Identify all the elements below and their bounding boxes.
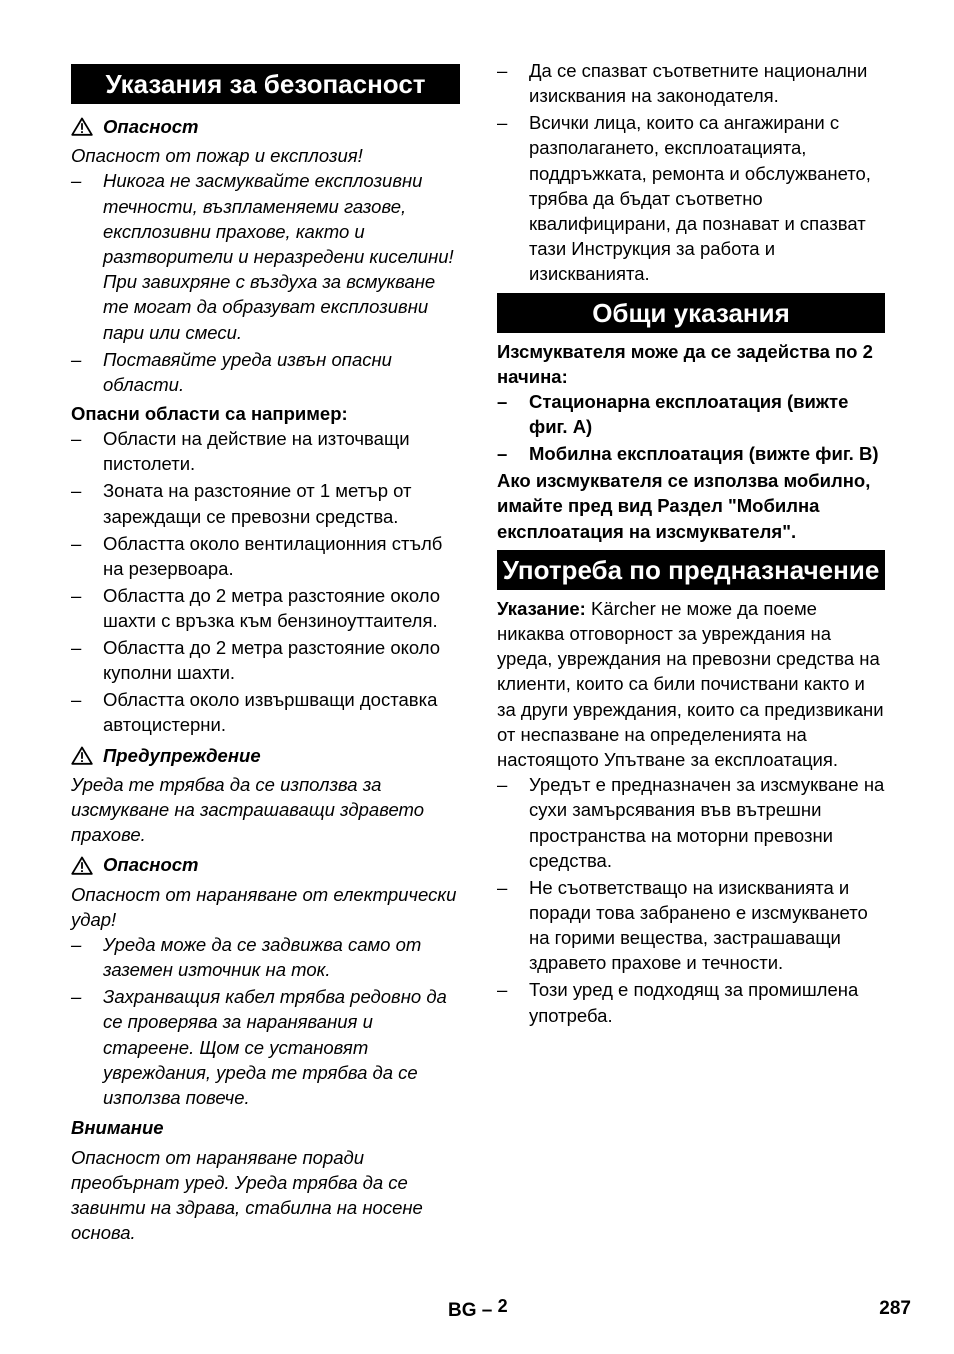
left-column (71, 58, 460, 1245)
list-item: – Захранващия кабел трябва редовно да се проверява за наранявания и стареене. Щом се установят увреждания, уреда те трябва да се използва повече. (71, 984, 460, 1110)
danger-label-2: Опасност (71, 852, 460, 877)
caution-label: Внимание (71, 1117, 164, 1139)
right-column (497, 58, 885, 1030)
hazard-areas-list (71, 426, 460, 737)
list-item: – Поставяйте уреда извън опасни области. (71, 347, 460, 397)
general-note: Ако изсмуквателя се използва мобилно, имайте пред вид Раздел "Мобилна експлоатация на изсмуквателя". (497, 470, 871, 542)
safety-heading: Указания за безопасност (71, 64, 460, 104)
list-item: – Да се спазват съответните национални изисквания на законодателя. (497, 58, 885, 108)
usage-note-text: Kärcher не може да поеме никаква отговорност за увреждания на уреда, увреждания на превозни средства на клиенти, които са били почиствани както и за други увреждания, които са предизвикани от неспазване на определенията на настоящото Упътване за експлоатация. (497, 597, 884, 771)
top-list (497, 58, 885, 287)
list-item: – Този уред е подходящ за промишлена употреба. (497, 977, 885, 1027)
list-item: – Уреда може да се задвижва само от заземен източник на ток. (71, 932, 460, 982)
list-item: – Не съответстващо на изискванията и поради това забранено е изсмукването на горими вещества, застрашаващи здравето прахове и течности. (497, 875, 885, 976)
list-item: – Мобилна експлоатация (вижте фиг. B) (497, 441, 885, 466)
usage-list (497, 772, 885, 1028)
general-heading: Общи указания (497, 293, 885, 333)
list-item: – Областта до 2 метра разстояние около куполни шахти. (71, 635, 460, 685)
hazard-areas-title: Опасни области са например: (71, 403, 348, 425)
list-item: – Областта около извършващи доставка автоцистерни. (71, 687, 460, 737)
list-item: – Зоната на разстояние от 1 метър от зареждащи се превозни средства. (71, 478, 460, 528)
warning-triangle-icon (71, 856, 93, 875)
warning-triangle-icon (71, 746, 93, 765)
general-list (497, 389, 885, 466)
danger-label-1: Опасност (71, 114, 460, 139)
usage-heading: Употреба по предназначение (497, 550, 885, 590)
list-item: – Никога не засмуквайте експлозивни течности, възпламеняеми газове, експлозивни прахове, както и разтворители и неразредени киселини! При завихряне с въздуха за всмукване те могат да образуват експлозивни пари или смеси. (71, 168, 460, 344)
page-number: 287 (879, 1298, 911, 1319)
usage-note-label: Указание: (497, 597, 586, 619)
list-item: – Стационарна експлоатация (вижте фиг. A) (497, 389, 885, 439)
list-item: – Уредът е предназначен за изсмукване на сухи замърсявания във вътрешни пространства на моторни превозни средства. (497, 772, 885, 873)
warning-triangle-icon (71, 117, 93, 136)
list-item: – Областта около вентилационния стълб на резервоара. (71, 531, 460, 581)
usage-note (497, 596, 885, 772)
footer-section-label: BG – $^2$ (448, 1296, 508, 1321)
danger-intro-1: Опасност от пожар и експлозия! (71, 145, 363, 167)
list-item: – Области на действие на източващи пистолети. (71, 426, 460, 476)
general-intro: Изсмуквателя може да се задейства по 2 начина: (497, 340, 873, 387)
caution-text: Опасност от нараняване поради преобърнат уред. Уреда трябва да се завинти на здрава, стабилна на носене основа. (71, 1146, 423, 1244)
danger-intro-2: Опасност от нараняване от електрически удар! (71, 883, 457, 930)
list-item: – Областта до 2 метра разстояние около шахти с връзка към бензиноуттаителя. (71, 583, 460, 633)
list-item: – Всички лица, които са ангажирани с разполагането, експлоатацията, поддръжката, ремонта и обслужването, трябва да бъдат съответно квалифицирани, да познават и спазват тази Инструкция за работа и изискванията. (497, 110, 885, 286)
warning-text: Уреда те трябва да се използва за изсмукване на застрашаващи здравето прахове. (71, 773, 425, 846)
warning-label: Предупреждение (71, 743, 460, 768)
danger-list-2 (71, 932, 460, 1110)
danger-list-1 (71, 168, 460, 397)
